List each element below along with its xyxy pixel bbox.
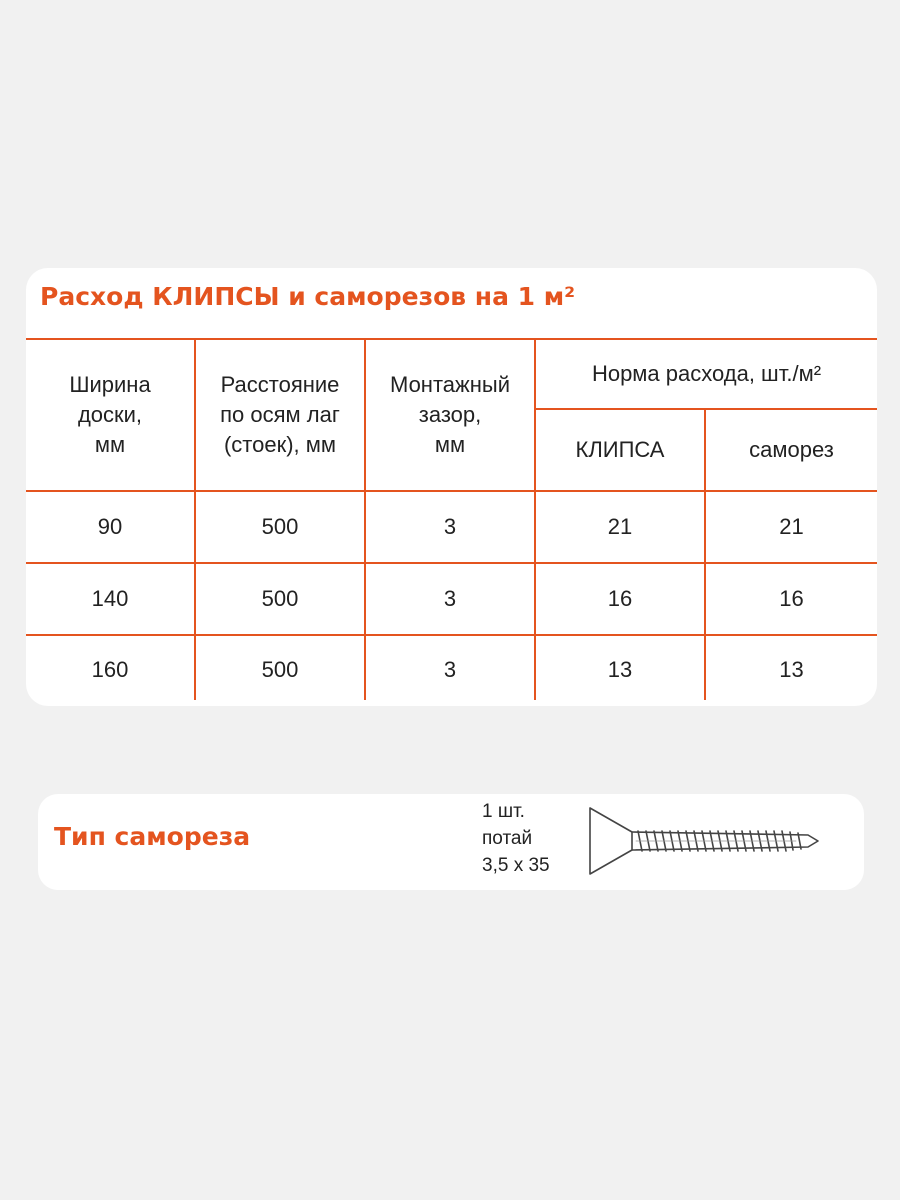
consumption-title: Расход КЛИПСЫ и саморезов на 1 м² — [40, 282, 576, 311]
screw-type-title: Тип самореза — [54, 822, 251, 851]
table-cell: 140 — [91, 586, 129, 611]
table-cell: 3 — [443, 514, 457, 539]
table-cell: 13 — [607, 657, 633, 682]
table-cell: 16 — [607, 586, 633, 611]
header-width: Ширина доски, мм — [69, 372, 151, 457]
table-cell: 21 — [607, 514, 633, 539]
header-spacing: Расстояние по осям лаг (стоек), мм — [220, 372, 340, 457]
screw-spec — [482, 798, 550, 879]
consumption-card — [26, 268, 877, 706]
header-clip: КЛИПСА — [575, 437, 665, 462]
table-cell: 500 — [261, 657, 299, 682]
table-cell: 16 — [779, 586, 804, 611]
table-cell: 160 — [91, 657, 129, 682]
table-cell: 21 — [779, 514, 804, 539]
table-cell: 3 — [443, 657, 457, 682]
screw-spec-line: 1 шт. — [482, 801, 525, 822]
header-screw: саморез — [749, 437, 834, 462]
table-cell: 13 — [779, 657, 804, 682]
countersunk-screw-icon — [586, 806, 826, 881]
table-cell: 500 — [261, 514, 299, 539]
header-norm: Норма расхода, шт./м² — [591, 361, 822, 386]
screw-type-card — [38, 794, 864, 890]
table-cell: 90 — [97, 514, 123, 539]
screw-spec-line: потай — [482, 828, 533, 849]
table-cell: 3 — [443, 586, 457, 611]
table-cell: 500 — [261, 586, 299, 611]
screw-spec-line: 3,5 х 35 — [482, 855, 550, 876]
header-gap: Монтажный зазор, мм — [390, 372, 510, 457]
